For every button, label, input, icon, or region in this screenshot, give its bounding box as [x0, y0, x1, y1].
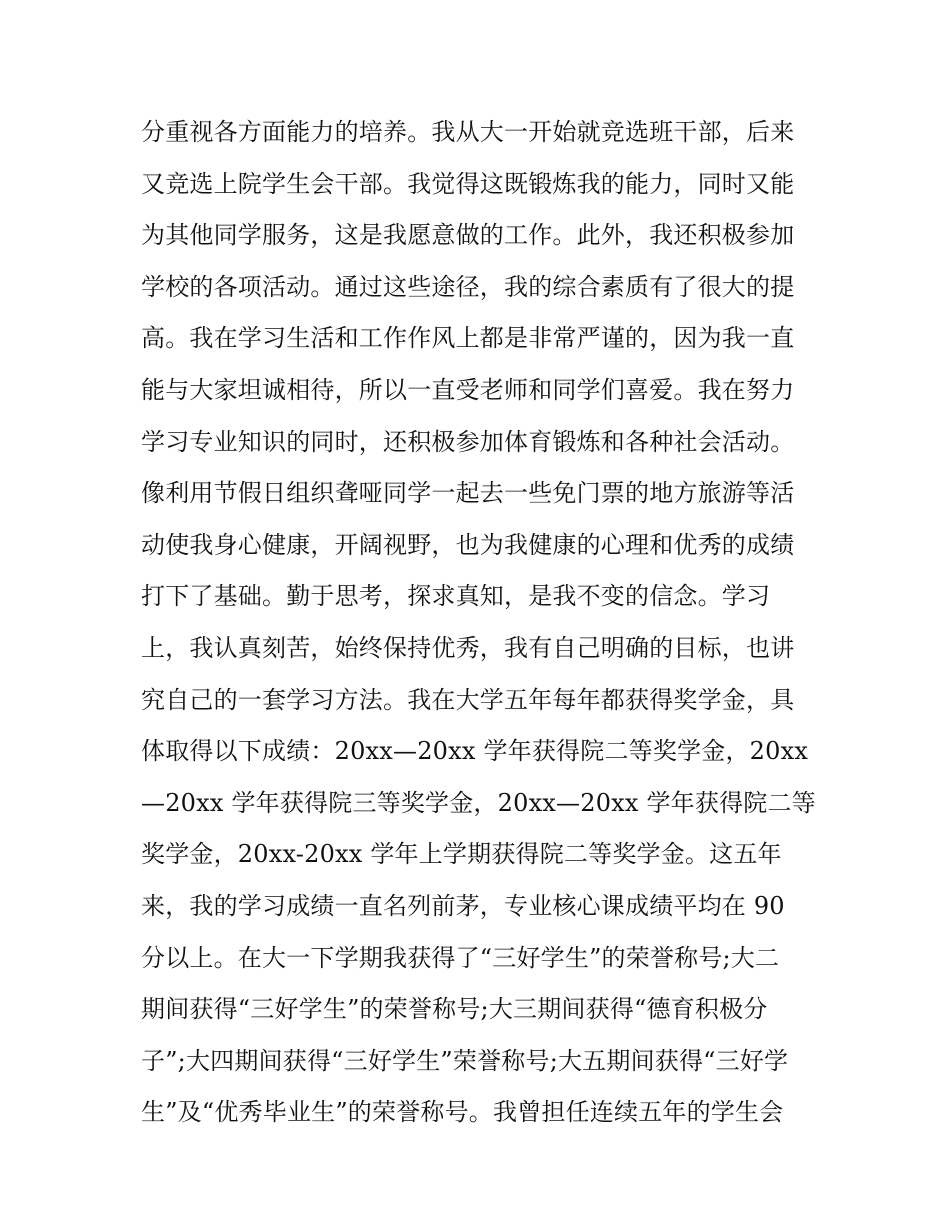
- text-line: 打下了基础。勤于思考，探求真知，是我不变的信念。学习: [141, 582, 771, 611]
- text-line: 学校的各项活动。通过这些途径，我的综合素质有了很大的提: [141, 272, 795, 301]
- text-line: 子”;大四期间获得“三好学生”荣誉称号;大五期间获得“三好学: [141, 1046, 789, 1075]
- body-paragraph: [141, 107, 821, 1139]
- text-line: 究自己的一套学习方法。我在大学五年每年都获得奖学金，具: [141, 685, 795, 714]
- text-line: 能与大家坦诚相待，所以一直受老师和同学们喜爱。我在努力: [141, 375, 795, 404]
- text-line: 高。我在学习生活和工作作风上都是非常严谨的，因为我一直: [141, 324, 795, 353]
- text-line: 期间获得“三好学生”的荣誉称号;大三期间获得“德育积极分: [141, 995, 768, 1024]
- text-line: 又竞选上院学生会干部。我觉得这既锻炼我的能力，同时又能: [141, 169, 795, 198]
- text-line: 奖学金，20xx-20xx 学年上学期获得院二等奖学金。这五年: [141, 840, 782, 869]
- text-line: 生”及“优秀毕业生”的荣誉称号。我曾担任连续五年的学生会: [141, 1098, 784, 1127]
- text-line: —20xx 学年获得院三等奖学金，20xx—20xx 学年获得院二等: [141, 788, 816, 817]
- text-line: 上，我认真刻苦，始终保持优秀，我有自己明确的目标，也讲: [141, 633, 795, 662]
- text-line: 分重视各方面能力的培养。我从大一开始就竞选班干部，后来: [141, 118, 795, 146]
- text-line: 动使我身心健康，开阔视野，也为我健康的心理和优秀的成绩: [141, 530, 795, 559]
- text-line: 学习专业知识的同时，还积极参加体育锻炼和各种社会活动。: [141, 427, 795, 456]
- text-line: 来，我的学习成绩一直名列前茅，专业核心课成绩平均在 90: [141, 891, 785, 920]
- text-line: 为其他同学服务，这是我愿意做的工作。此外，我还积极参加: [141, 221, 795, 250]
- text-line: 分以上。在大一下学期我获得了“三好学生”的荣誉称号;大二: [141, 943, 780, 972]
- text-line: 像利用节假日组织聋哑同学一起去一些免门票的地方旅游等活: [141, 479, 795, 508]
- text-line: 体取得以下成绩：20xx—20xx 学年获得院二等奖学金，20xx: [141, 737, 809, 766]
